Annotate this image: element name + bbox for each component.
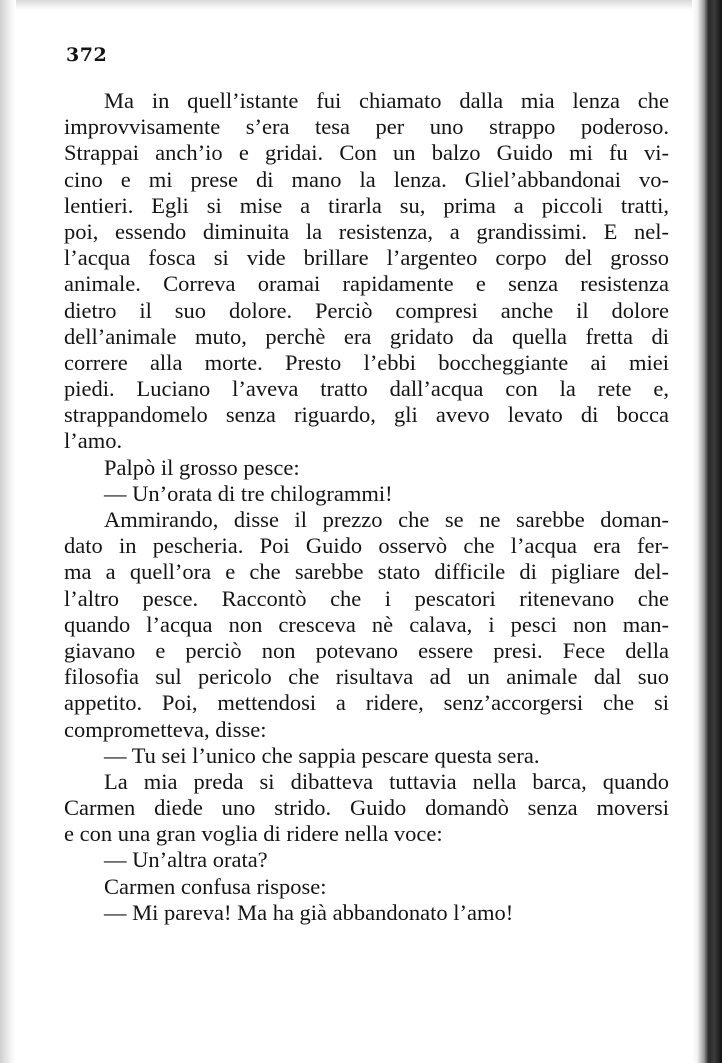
text-line: dietro il suo dolore. Perciò compresi anche il dolore	[64, 297, 669, 323]
text-line: strappandomelo senza riguardo, gli avevo levato di bocca	[64, 402, 669, 428]
text-line: quando l’acqua non cresceva nè calava, i pesci non man-	[64, 611, 669, 637]
text-line: piedi. Luciano l’aveva tratto dall’acqua con la rete e,	[64, 376, 669, 402]
text-line: l’acqua fosca si vide brillare l’argenteo corpo del grosso	[64, 245, 669, 271]
text-line: dell’animale muto, perchè era gridato da quella fretta di	[64, 323, 669, 349]
scan-shadow-top	[0, 0, 722, 10]
text-line: Ammirando, disse il prezzo che se ne sarebbe doman-	[104, 507, 669, 532]
text-line: filosofia sul pericolo che risultava ad un animale dal suo	[64, 664, 669, 690]
book-page-edge	[692, 0, 722, 1063]
scan-shadow-left	[0, 0, 16, 1063]
text-line: Palpò il grosso pesce:	[104, 454, 300, 480]
dialogue-line: — Tu sei l’unico che sappia pescare questa sera.	[104, 742, 540, 768]
dialogue-line: — Un’orata di tre chilogrammi!	[104, 480, 393, 506]
text-line: correre alla morte. Presto l’ebbi boccheggiante ai miei	[64, 349, 669, 375]
text-line: Carmen confusa rispose:	[104, 873, 327, 899]
text-line: La mia preda si dibatteva tuttavia nella barca, quando	[104, 768, 669, 794]
text-line: e con una gran voglia di ridere nella voce:	[64, 821, 443, 847]
text-line: appetito. Poi, mettendosi a ridere, senz’accorgersi che si	[64, 690, 669, 716]
text-line: l’altro pesce. Raccontò che i pescatori ritenevano che	[64, 585, 669, 611]
text-line: animale. Correva oramai rapidamente e senza resistenza	[64, 271, 669, 297]
text-line: Carmen diede uno strido. Guido domandò senza moversi	[64, 795, 669, 821]
page-number: 372	[66, 44, 108, 66]
text-line: l’amo.	[64, 428, 123, 454]
dialogue-line: — Un’altra orata?	[104, 847, 268, 873]
text-line: comprometteva, disse:	[64, 716, 267, 742]
text-line: giavano e perciò non potevano essere presi. Fece della	[64, 637, 669, 663]
text-line: dato in pescheria. Poi Guido osservò che l’acqua era fer-	[64, 533, 669, 559]
text-line: improvvisamente s’era tesa per uno strappo poderoso.	[64, 114, 669, 140]
body-text	[64, 88, 669, 926]
text-line: lentieri. Egli si mise a tirarla su, prima a piccoli tratti,	[64, 192, 669, 218]
text-line: cino e mi prese di mano la lenza. Gliel’abbandonai vo-	[64, 166, 669, 192]
text-line: Strappai anch’io e gridai. Con un balzo Guido mi fu vi-	[64, 140, 669, 166]
text-line: Ma in quell’istante fui chiamato dalla mia lenza che	[104, 88, 669, 113]
text-line: poi, essendo diminuita la resistenza, a grandissimi. E nel-	[64, 218, 669, 244]
dialogue-line: — Mi pareva! Ma ha già abbandonato l’amo!	[104, 899, 514, 925]
text-line: ma a quell’ora e che sarebbe stato difficile di pigliare del-	[64, 559, 669, 585]
